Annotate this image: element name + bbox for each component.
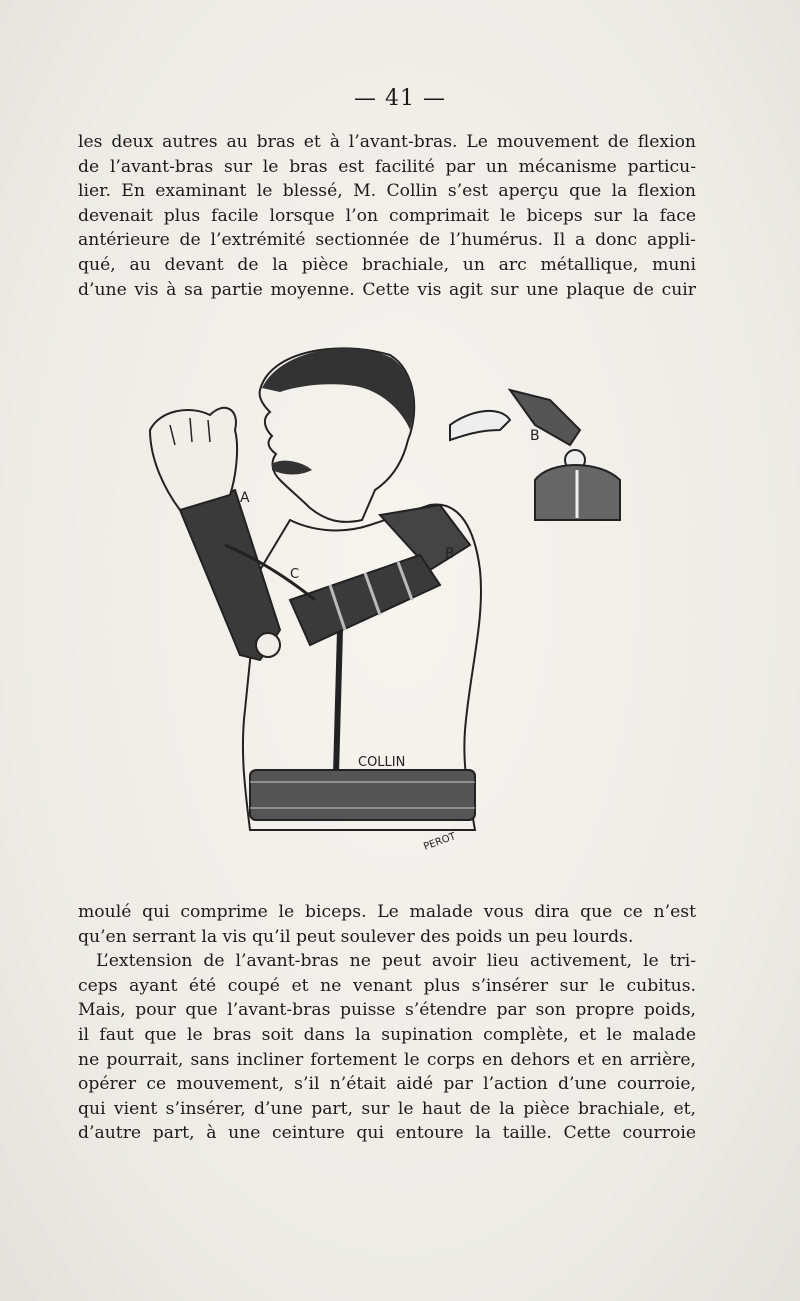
page-number: — 41 — (354, 86, 446, 111)
text-line: opérer ce mouvement, s’il n’était aidé par l’action d’une courroie, (78, 1074, 696, 1095)
brachial-piece (290, 555, 440, 645)
text-line: de l’avant-bras sur le bras est facilité par un mécanisme particu- (78, 156, 696, 177)
text-line: qui vient s’insérer, d’une part, sur le haut de la pièce brachiale, et, (78, 1098, 696, 1119)
text-line: d’une vis à sa partie moyenne. Cette vis agit sur une plaque de cuir (78, 279, 696, 300)
text-line: qu’en serrant la vis qu’il peut soulever des poids un peu lourds. (78, 926, 634, 947)
label-b-detail: B (530, 428, 540, 444)
text-line: devenait plus facile lorsque l’on comprimait le biceps sur la face (78, 205, 696, 226)
top-paragraph (78, 130, 696, 302)
text-line: lier. En examinant le blessé, M. Collin s’est aperçu que la flexion (78, 181, 696, 202)
moustache (272, 461, 312, 475)
label-c: C (290, 567, 300, 582)
prosthetic-arm-engraving (140, 330, 660, 880)
hand (150, 408, 237, 510)
label-b-main: B (445, 546, 455, 562)
elbow-hinge (256, 633, 280, 657)
label-a: A (240, 490, 250, 506)
text-line: antérieure de l’extrémité sectionnée de l’humérus. Il a donc appli- (78, 230, 696, 251)
text-line: L’extension de l’avant-bras ne peut avoir lieu activement, le tri- (96, 951, 696, 972)
text-line: moulé qui comprime le biceps. Le malade vous dira que ce n’est (78, 902, 696, 922)
maker-mark: COLLIN (358, 755, 406, 770)
mechanism-detail (450, 390, 620, 520)
engraver-signature: PEROT (422, 831, 458, 853)
text-line: ne pourrait, sans incliner fortement le corps en dehors et en arrière, (78, 1049, 696, 1070)
text-line: ceps ayant été coupé et ne venant plus s’insérer sur le cubitus. (78, 975, 696, 996)
text-line: d’autre part, à une ceinture qui entoure la taille. Cette courroie (78, 1123, 696, 1144)
text-line: il faut que le bras soit dans la supination complète, et le malade (78, 1024, 696, 1045)
bottom-paragraph (78, 900, 696, 1146)
engraving-figure (140, 330, 660, 880)
text-line: les deux autres au bras et à l’avant-bras. Le mouvement de flexion (78, 132, 696, 152)
waist-belt (250, 770, 475, 820)
text-line: Mais, pour que l’avant-bras puisse s’étendre par son propre poids, (78, 1000, 696, 1021)
shoulder-harness (380, 505, 470, 570)
text-line: qué, au devant de la pièce brachiale, un arc métallique, muni (78, 254, 696, 275)
